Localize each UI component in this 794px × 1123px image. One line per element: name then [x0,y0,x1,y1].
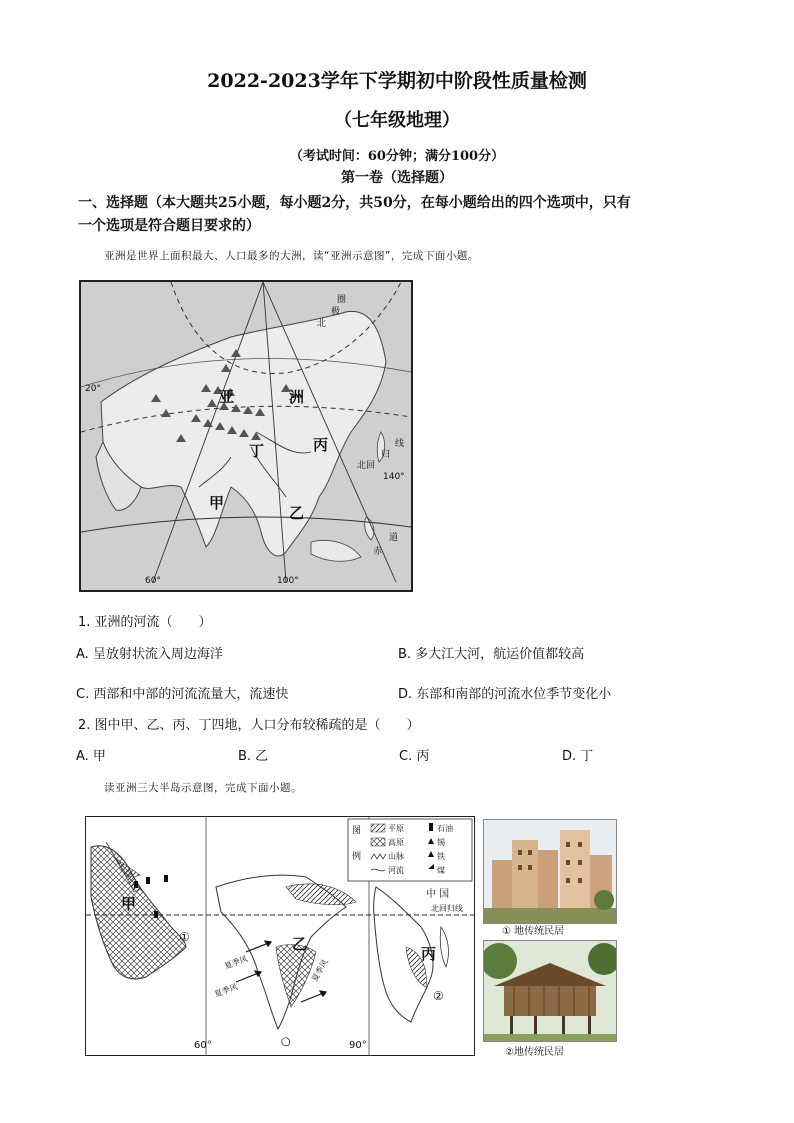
legend-plain: 平原 [388,824,404,833]
peninsulas-map [85,816,475,1056]
question-2-option-a[interactable]: A. 甲 [76,749,106,764]
intro-text-1: 亚洲是世界上面积最大、人口最多的大洲，读“亚洲示意图”，完成下面小题。 [104,250,479,262]
map2-label-lon-60: 60° [194,1040,212,1051]
photo-dwelling-2 [483,940,617,1042]
map2-label-c2: ② [433,989,444,1003]
question-2-option-d[interactable]: D. 丁 [562,749,594,764]
map2-label-bing: 丙 [421,945,437,963]
question-2-option-b[interactable]: B. 乙 [238,749,269,764]
label-north: 北 [317,319,327,329]
photo-dwelling-1 [483,819,617,924]
label-lon-140: 140° [383,472,405,482]
label-bing: 丙 [313,436,329,454]
intro-text-2: 读亚洲三大半岛示意图，完成下面小题。 [104,782,302,794]
map2-label-monsoon-3: 夏季风 [310,957,330,984]
photo-caption-1: ① 地传统民居 [502,926,565,937]
photo-dwelling-1-graphic [484,820,616,923]
section-line-1: 一、选择题（本大题共25小题，每小题2分，共50分，在每小题给出的四个选项中，只有 [78,195,631,211]
question-1-option-d[interactable]: D. 东部和南部的河流水位季节变化小 [398,687,612,702]
map2-label-tropic: 北回归线 [431,904,463,913]
label-polar: 极 [331,307,341,317]
map2-label-c1: ① [179,930,190,944]
label-tropic-2: 归 [381,450,391,460]
peninsulas-map-graphic [86,817,474,1055]
exam-title: 2022-2023学年下学期初中阶段性质量检测 [207,70,587,92]
map2-label-lon-90: 90° [349,1040,367,1051]
photo-dwelling-2-graphic [484,941,616,1041]
legend-title-2: 例 [352,852,362,862]
label-lat-20: 20° [85,384,101,394]
legend-mountain: 山脉 [388,852,404,861]
label-jia: 甲 [209,494,225,512]
label-zhou: 洲 [289,388,305,406]
question-1-option-c[interactable]: C. 西部和中部的河流流量大，流速快 [76,687,289,702]
label-equator-2: 道 [389,533,399,543]
exam-subtitle: （七年级地理） [334,110,460,131]
section-line-2: 一个选项是符合题目要求的） [78,218,260,234]
asia-map [79,280,413,592]
label-equator-1: 赤 [373,547,383,557]
label-yi: 乙 [289,504,305,522]
legend-iron: 铁 [437,852,445,861]
question-2-option-c[interactable]: C. 丙 [399,749,430,764]
map2-label-monsoon-2: 夏季风 [213,982,239,999]
label-ding: 丁 [249,442,265,460]
section-instructions [78,192,728,238]
label-lon-100: 100° [277,576,299,586]
legend-plateau: 高原 [388,838,404,847]
legend-title-1: 图 [352,826,362,836]
question-1-option-a[interactable]: A. 呈放射状流入周边海洋 [76,647,223,662]
label-ya: 亚 [219,388,235,406]
map2-label-yi: 乙 [292,935,308,953]
label-lon-60: 60° [145,576,161,586]
asia-map-graphic [81,282,411,590]
label-circle: 圈 [337,295,347,305]
legend-river: 河流 [388,866,404,875]
photo-caption-2: ②地传统民居 [505,1047,564,1058]
question-1-stem: 1. 亚洲的河流（ ） [78,615,212,630]
question-1-option-b[interactable]: B. 多大江大河，航运价值都较高 [398,647,585,662]
legend-tin: 锡 [437,838,445,847]
map2-label-china: 中 国 [426,889,450,900]
map2-label-jia: 甲 [121,895,137,913]
legend-coal: 煤 [437,866,445,875]
label-tropic-1: 北回 [357,461,376,471]
question-2-stem: 2. 图中甲、乙、丙、丁四地，人口分布较稀疏的是（ ） [78,718,420,733]
label-tropic-3: 线 [395,439,405,449]
exam-info: （考试时间：60分钟；满分100分） [289,149,505,164]
map2-label-monsoon-1: 夏季风 [223,954,249,971]
volume-heading: 第一卷（选择题） [341,170,453,186]
legend-oil: 石油 [437,824,453,833]
